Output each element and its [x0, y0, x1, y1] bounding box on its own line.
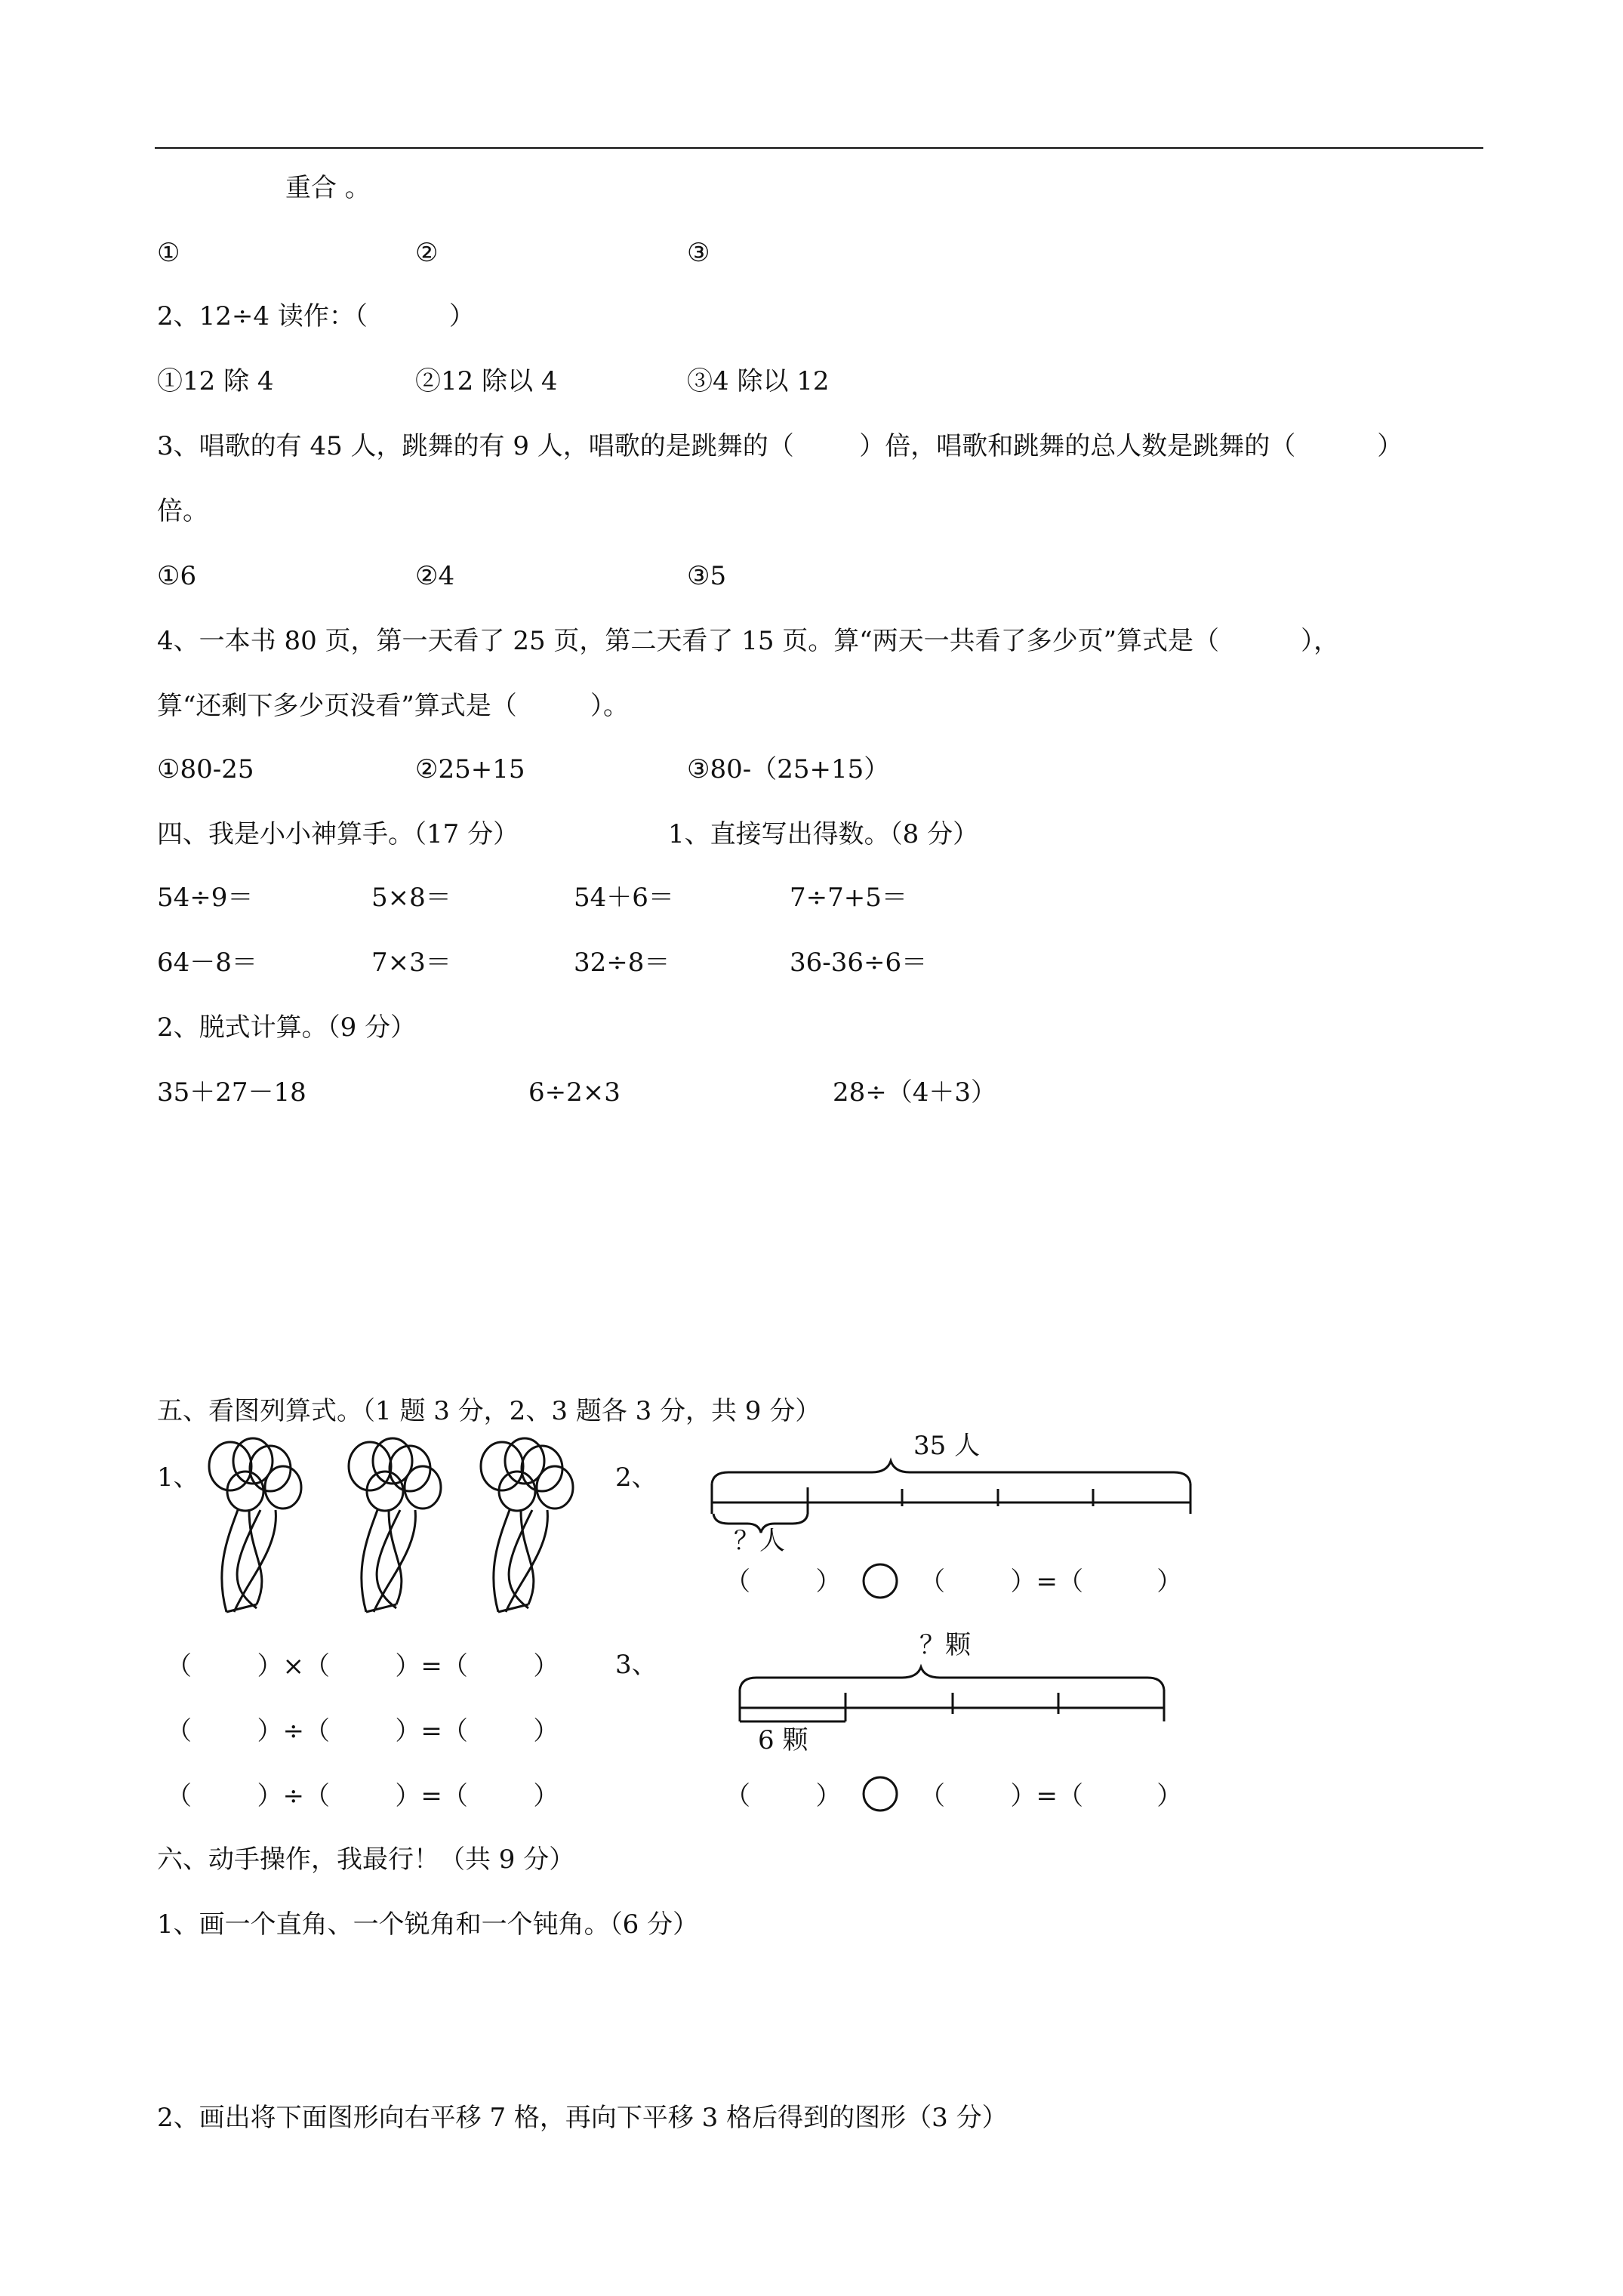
section-4-title: 四、我是小小神算手。（17 分） — [157, 819, 519, 849]
q3-option-3: ③5 — [687, 561, 727, 591]
segment-diagram-2 — [712, 1461, 1190, 1533]
equation-multiply: （ ）×（ ）=（ ） — [166, 1651, 559, 1681]
step-calc-1: 35＋27－18 — [157, 1077, 306, 1108]
q2-option-2: ②12 除以 4 — [415, 366, 558, 396]
section-6-question-2: 2、画出将下面图形向右平移 7 格，再向下平移 3 格后得到的图形（3 分） — [157, 2103, 1008, 2133]
calc-2-1: 64－8＝ — [157, 948, 257, 978]
diagram-3-eq-left: （ ） — [725, 1781, 842, 1811]
calc-2-4: 36-36÷6＝ — [790, 948, 928, 978]
step-calc-2: 6÷2×3 — [528, 1077, 621, 1108]
section-6-title: 六、动手操作，我最行！（共 9 分） — [157, 1845, 575, 1875]
q1-option-2: ② — [415, 238, 439, 268]
operator-circle-icon — [864, 1777, 897, 1811]
question-3-line-1: 3、唱歌的有 45 人，跳舞的有 9 人，唱歌的是跳舞的（ ）倍，唱歌和跳舞的总人数是跳舞的（ ） — [157, 431, 1403, 461]
section-4-sub-1: 1、直接写出得数。（8 分） — [668, 819, 979, 849]
text-chonghe: 重合 。 — [285, 173, 371, 203]
q1-option-1: ① — [157, 238, 180, 268]
diagram-3-part-label: 6 颗 — [758, 1725, 808, 1755]
balloon-bunch-icon — [481, 1438, 573, 1612]
operator-circle-icon — [864, 1564, 897, 1598]
item-3-number: 3、 — [615, 1650, 658, 1680]
question-4-line-1: 4、一本书 80 页，第一天看了 25 页，第二天看了 15 页。算“两天一共看了多少页”算式是（ ）， — [157, 626, 1340, 656]
section-5-title: 五、看图列算式。（1 题 3 分，2、3 题各 3 分，共 9 分） — [157, 1396, 821, 1426]
diagram-2-eq-left: （ ） — [725, 1567, 842, 1597]
calc-2-2: 7×3＝ — [371, 948, 451, 978]
calc-1-1: 54÷9＝ — [157, 883, 254, 913]
diagram-3-eq-right: （ ）=（ ） — [919, 1781, 1183, 1811]
balloon-bunch-icon — [209, 1438, 301, 1612]
step-calc-3: 28÷（4＋3） — [833, 1077, 997, 1108]
section-4-sub-2: 2、脱式计算。（9 分） — [157, 1012, 417, 1043]
q4-option-3: ③80-（25+15） — [687, 754, 890, 784]
q4-option-1: ①80-25 — [157, 754, 254, 784]
diagram-2-total-label: 35 人 — [913, 1431, 981, 1461]
item-1-number: 1、 — [157, 1462, 199, 1493]
q2-option-3: ③4 除以 12 — [687, 366, 830, 396]
q1-option-3: ③ — [687, 238, 710, 268]
calc-2-3: 32÷8＝ — [574, 948, 670, 978]
question-2: 2、12÷4 读作：（ ） — [157, 301, 475, 331]
calc-1-2: 5×8＝ — [371, 883, 451, 913]
segment-diagram-3 — [740, 1667, 1164, 1721]
equation-divide-1: （ ）÷（ ）=（ ） — [166, 1716, 559, 1746]
equation-divide-2: （ ）÷（ ）=（ ） — [166, 1781, 559, 1811]
q3-option-1: ①6 — [157, 561, 197, 591]
q4-option-2: ②25+15 — [415, 754, 525, 784]
calc-1-3: 54＋6＝ — [574, 883, 674, 913]
q2-option-1: ①12 除 4 — [157, 366, 274, 396]
question-4-line-2: 算“还剩下多少页没看”算式是（ ）。 — [157, 691, 630, 721]
item-2-number: 2、 — [615, 1462, 658, 1493]
diagram-3-total-label: ？颗 — [919, 1630, 971, 1660]
diagram-2-eq-right: （ ）=（ ） — [919, 1567, 1183, 1597]
balloon-bunch-icon — [349, 1438, 441, 1612]
section-6-question-1: 1、画一个直角、一个锐角和一个钝角。（6 分） — [157, 1909, 699, 1940]
calc-1-4: 7÷7+5＝ — [790, 883, 907, 913]
question-3-line-2: 倍。 — [157, 496, 208, 526]
q3-option-2: ②4 — [415, 561, 455, 591]
diagram-2-part-label: ？人 — [734, 1526, 785, 1556]
